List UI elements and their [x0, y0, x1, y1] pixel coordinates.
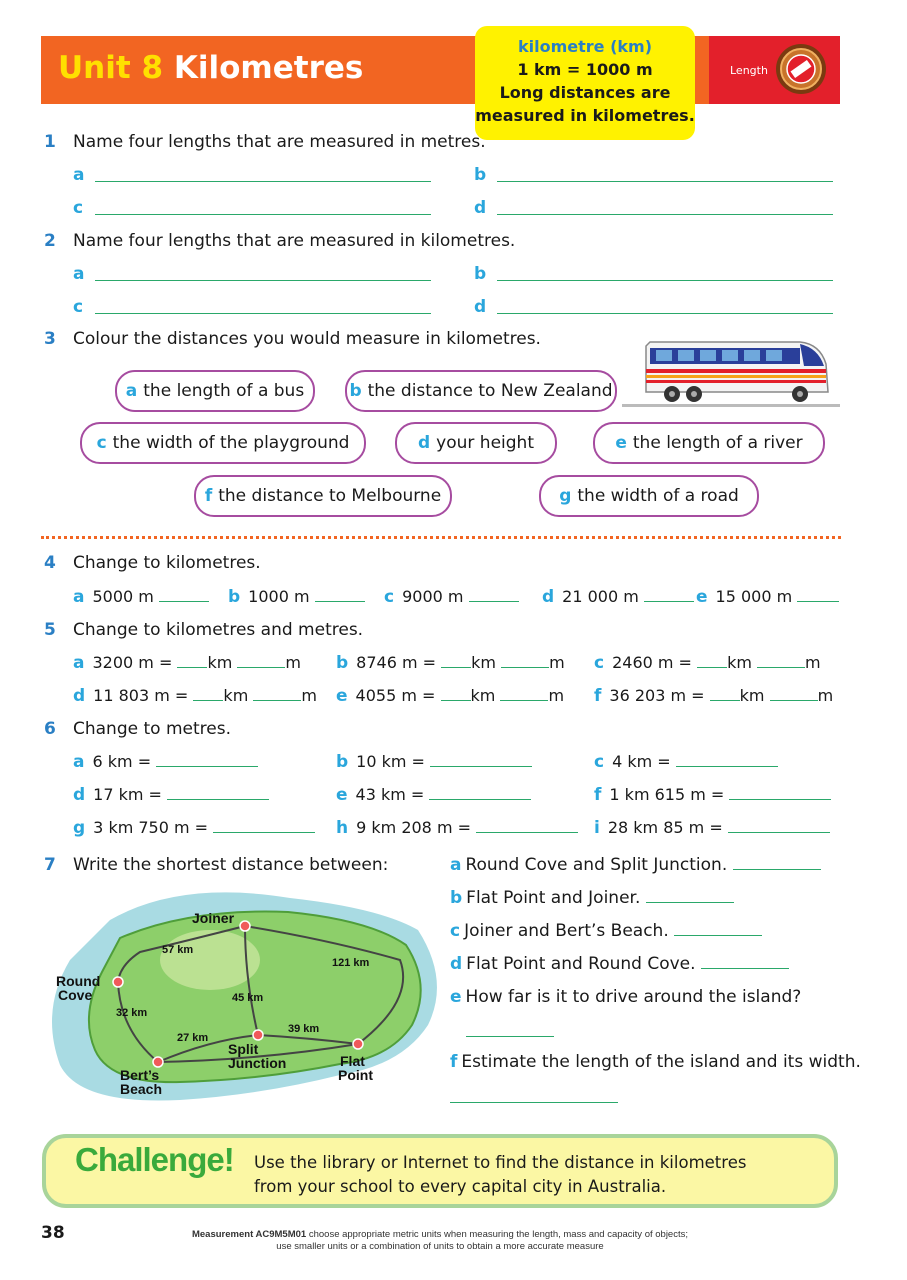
q6-item-d: [73, 785, 269, 805]
q5-c-km-unit: km: [727, 653, 752, 672]
q3-text: Colour the distances you would measure in kilometres.: [73, 329, 541, 349]
distance-45km: 45 km: [232, 992, 264, 1004]
q4-d-answer-line[interactable]: [644, 587, 694, 602]
q2-number: 2: [44, 231, 56, 251]
q2-c-letter: c: [73, 297, 84, 317]
q6-e-text: 43 km =: [355, 785, 425, 804]
q7-item-d: [450, 954, 789, 974]
distance-32km: 32 km: [116, 1007, 148, 1019]
q1-d-answer-line[interactable]: [497, 214, 833, 215]
q4-item-d: [542, 587, 694, 607]
curriculum-code: Measurement AC9M5M01: [191, 1229, 307, 1240]
round-cove-label-1: Round: [56, 973, 101, 989]
q5-a-text: 3200 m =: [92, 653, 173, 672]
q5-b-m-line[interactable]: [501, 653, 549, 668]
q5-f-text: 36 203 m =: [609, 686, 705, 705]
q4-b-answer-line[interactable]: [315, 587, 365, 602]
q2-b-answer-line[interactable]: [497, 280, 833, 281]
info-line-1: kilometre (km): [517, 37, 653, 56]
page-title: [58, 50, 363, 86]
q5-c-m-line[interactable]: [757, 653, 805, 668]
q5-d-letter: d: [73, 686, 86, 706]
round-cove-label-2: Cove: [58, 987, 93, 1003]
q1-a-answer-line[interactable]: [95, 181, 431, 182]
q5-e-letter: e: [336, 686, 348, 706]
q7-item-b: [450, 888, 734, 908]
q7-c-text: Joiner and Bert’s Beach.: [464, 921, 669, 941]
q2-b-letter: b: [474, 264, 487, 284]
q5-item-f: [594, 686, 833, 706]
unit-title: Kilometres: [173, 50, 364, 86]
q4-c-answer-line[interactable]: [469, 587, 519, 602]
joiner-marker: [240, 921, 250, 931]
q3-option-e-text: the length of a river: [632, 433, 803, 453]
q6-b-text: 10 km =: [356, 752, 425, 771]
q4-d-text: 21 000 m: [562, 587, 639, 606]
q1-a-letter: a: [73, 165, 85, 185]
q3-option-f[interactable]: [194, 475, 452, 517]
q6-item-i: [594, 818, 830, 838]
q6-d-letter: d: [73, 785, 86, 805]
q6-f-answer-line[interactable]: [729, 785, 831, 800]
q5-e-text: 4055 m =: [355, 686, 436, 705]
q6-g-answer-line[interactable]: [213, 818, 315, 833]
q5-b-km-unit: km: [471, 653, 497, 672]
challenge-title: Challenge!: [75, 1141, 234, 1178]
q2-d-answer-line[interactable]: [497, 313, 833, 314]
distance-121km: 121 km: [332, 957, 370, 969]
q6-item-h: [336, 818, 578, 838]
q7-a-answer-line[interactable]: [733, 855, 821, 870]
q1-b-letter: b: [474, 165, 487, 185]
q1-number: 1: [44, 132, 56, 152]
q7-c-answer-line[interactable]: [674, 921, 762, 936]
page-number: 38: [41, 1223, 65, 1243]
q7-item-f: [450, 1052, 861, 1072]
q6-h-text: 9 km 208 m =: [356, 818, 472, 837]
q7-e-letter: e: [450, 987, 462, 1007]
q4-item-a: [73, 587, 209, 607]
q4-b-letter: b: [228, 587, 241, 607]
q5-a-km-unit: km: [207, 653, 233, 672]
q2-a-letter: a: [73, 264, 85, 284]
distance-57km: 57 km: [162, 944, 194, 956]
q3-option-d-letter: d: [418, 433, 431, 453]
q5-f-km-unit: km: [739, 686, 765, 705]
q6-item-f: [594, 785, 831, 805]
q3-option-f-text: the distance to Melbourne: [218, 486, 442, 506]
q3-option-g-text: the width of a road: [577, 486, 739, 506]
q6-item-e: [336, 785, 531, 805]
q2-c-answer-line[interactable]: [95, 313, 431, 314]
q5-b-km-line[interactable]: [441, 653, 471, 668]
q5-number: 5: [44, 620, 56, 640]
q6-f-letter: f: [594, 785, 602, 805]
tab-label: Length: [730, 64, 768, 77]
q5-f-letter: f: [594, 686, 602, 706]
q5-c-text: 2460 m =: [612, 653, 692, 672]
q6-a-answer-line[interactable]: [156, 752, 258, 767]
q5-a-m-line[interactable]: [237, 653, 285, 668]
q6-c-letter: c: [594, 752, 605, 772]
q3-option-g-letter: g: [559, 486, 572, 506]
q5-item-a: [73, 653, 301, 673]
q2-text: Name four lengths that are measured in kilometres.: [73, 231, 516, 251]
curriculum-note: [190, 1229, 690, 1253]
q5-d-m-unit: m: [301, 686, 317, 705]
q7-item-c: [450, 921, 762, 941]
q5-item-e: [336, 686, 564, 706]
q6-number: 6: [44, 719, 56, 739]
q4-number: 4: [44, 553, 56, 573]
joiner-label: Joiner: [192, 910, 235, 926]
q5-item-b: [336, 653, 565, 673]
round-cove-marker: [113, 977, 123, 987]
section-divider: [41, 536, 841, 539]
challenge-line-2: from your school to every capital city in Australia.: [254, 1177, 667, 1196]
q7-item-a: [450, 855, 821, 875]
q6-h-answer-line[interactable]: [476, 818, 578, 833]
q3-option-f-letter: f: [204, 486, 213, 506]
split-junction-label-1: Split: [228, 1041, 259, 1057]
flat-point-label-1: Flat: [340, 1053, 365, 1069]
berts-beach-label-1: Bert’s: [120, 1067, 160, 1083]
q3-option-e-letter: e: [615, 433, 627, 453]
q7-e-text: How far is it to drive around the island?: [465, 987, 802, 1007]
q3-option-d-text: your height: [436, 433, 534, 453]
q6-e-letter: e: [336, 785, 348, 805]
q5-e-km-unit: km: [470, 686, 496, 705]
q6-a-text: 6 km =: [92, 752, 152, 771]
q4-c-letter: c: [384, 587, 395, 607]
q5-c-km-line[interactable]: [697, 653, 727, 668]
q1-c-letter: c: [73, 198, 84, 218]
q5-f-m-unit: m: [817, 686, 834, 705]
q7-text: Write the shortest distance between:: [73, 855, 389, 875]
q5-e-m-line[interactable]: [500, 686, 548, 701]
q3-option-b-letter: b: [349, 381, 362, 401]
q6-text: Change to metres.: [73, 719, 231, 739]
q5-e-m-unit: m: [548, 686, 565, 705]
berts-beach-label-2: Beach: [120, 1081, 163, 1097]
q1-b-answer-line[interactable]: [497, 181, 833, 182]
q6-a-letter: a: [73, 752, 85, 772]
q3-option-a-letter: a: [125, 381, 138, 401]
q4-item-c: [384, 587, 519, 607]
q5-b-text: 8746 m =: [356, 653, 437, 672]
q7-d-text: Flat Point and Round Cove.: [466, 954, 696, 974]
bus-image: [622, 336, 840, 410]
q7-b-letter: b: [450, 888, 463, 908]
curriculum-desc-2: use smaller units or a combination of units to obtain a more accurate measure: [276, 1241, 604, 1252]
info-line-2: 1 km = 1000 m: [517, 60, 653, 79]
q6-b-answer-line[interactable]: [430, 752, 532, 767]
q4-item-b: [228, 587, 365, 607]
q4-d-letter: d: [542, 587, 555, 607]
unit-label: Unit 8: [58, 50, 164, 86]
distance-39km: 39 km: [288, 1023, 320, 1035]
q3-option-e[interactable]: [593, 422, 825, 464]
q2-d-letter: d: [474, 297, 487, 317]
q5-c-m-unit: m: [805, 653, 821, 672]
q5-a-km-line[interactable]: [177, 653, 207, 668]
q4-a-letter: a: [73, 587, 85, 607]
q7-f-answer-line[interactable]: [450, 1102, 618, 1103]
q5-item-d: [73, 686, 317, 706]
q5-d-km-line[interactable]: [193, 686, 223, 701]
q6-item-c: [594, 752, 778, 772]
q2-a-answer-line[interactable]: [95, 280, 431, 281]
q7-b-answer-line[interactable]: [646, 888, 734, 903]
q3-option-g[interactable]: [539, 475, 759, 517]
island-map: [40, 890, 442, 1105]
q7-d-letter: d: [450, 954, 463, 974]
q6-b-letter: b: [336, 752, 349, 772]
q5-text: Change to kilometres and metres.: [73, 620, 364, 640]
q6-i-letter: i: [594, 818, 600, 838]
q3-option-d[interactable]: [395, 422, 557, 464]
q7-f-letter: f: [450, 1052, 458, 1072]
q5-a-m-unit: m: [285, 653, 302, 672]
q6-e-answer-line[interactable]: [429, 785, 531, 800]
q5-f-km-line[interactable]: [710, 686, 740, 701]
q5-a-letter: a: [73, 653, 85, 673]
q7-a-letter: a: [450, 855, 462, 875]
q1-c-answer-line[interactable]: [95, 214, 431, 215]
q4-text: Change to kilometres.: [73, 553, 261, 573]
q5-b-m-unit: m: [549, 653, 565, 672]
q4-e-letter: e: [696, 587, 708, 607]
q6-d-text: 17 km =: [93, 785, 162, 804]
q5-d-km-unit: km: [223, 686, 249, 705]
q5-c-letter: c: [594, 653, 605, 673]
flat-point-label-2: Point: [338, 1067, 373, 1083]
q4-item-e: [696, 587, 839, 607]
q6-item-g: [73, 818, 315, 838]
q4-a-text: 5000 m: [92, 587, 154, 606]
curriculum-desc-1: choose appropriate metric units when measuring the length, mass and capacity of objects;: [308, 1229, 688, 1240]
q3-option-c-text: the width of the playground: [112, 433, 350, 453]
q3-option-b-text: the distance to New Zealand: [367, 381, 613, 401]
q6-item-b: [336, 752, 532, 772]
challenge-line-1: Use the library or Internet to find the distance in kilometres: [254, 1153, 747, 1172]
q5-d-text: 11 803 m =: [93, 686, 189, 705]
q7-c-letter: c: [450, 921, 461, 941]
info-line-3: Long distances are: [499, 83, 671, 102]
q5-b-letter: b: [336, 653, 349, 673]
q4-c-text: 9000 m: [402, 587, 464, 606]
q7-d-answer-line[interactable]: [701, 954, 789, 969]
q4-b-text: 1000 m: [248, 587, 310, 606]
distance-27km: 27 km: [177, 1032, 209, 1044]
q7-a-text: Round Cove and Split Junction.: [465, 855, 728, 875]
challenge-text: [254, 1151, 746, 1199]
info-box: [475, 26, 695, 140]
q1-text: Name four lengths that are measured in metres.: [73, 132, 486, 152]
q3-option-b[interactable]: [345, 370, 617, 412]
q6-d-answer-line[interactable]: [167, 785, 269, 800]
q3-option-a-text: the length of a bus: [143, 381, 305, 401]
q4-e-answer-line[interactable]: [797, 587, 839, 602]
q6-g-text: 3 km 750 m =: [93, 818, 209, 837]
ruler-badge-icon: [774, 42, 828, 96]
q1-d-letter: d: [474, 198, 487, 218]
q7-f-text: Estimate the length of the island and its width.: [461, 1052, 861, 1072]
flat-point-marker: [353, 1039, 363, 1049]
q6-c-text: 4 km =: [612, 752, 671, 771]
q7-b-text: Flat Point and Joiner.: [466, 888, 641, 908]
berts-beach-marker: [153, 1057, 163, 1067]
q6-g-letter: g: [73, 818, 86, 838]
q6-i-answer-line[interactable]: [728, 818, 830, 833]
q4-a-answer-line[interactable]: [159, 587, 209, 602]
q6-c-answer-line[interactable]: [676, 752, 778, 767]
q3-option-a[interactable]: [115, 370, 315, 412]
q7-item-e: [450, 987, 801, 1007]
q3-option-c[interactable]: [80, 422, 366, 464]
q7-number: 7: [44, 855, 56, 875]
q4-e-text: 15 000 m: [715, 587, 793, 606]
q6-f-text: 1 km 615 m =: [609, 785, 725, 804]
q6-h-letter: h: [336, 818, 349, 838]
q5-f-m-line[interactable]: [770, 686, 818, 701]
split-junction-marker: [253, 1030, 263, 1040]
q6-i-text: 28 km 85 m =: [607, 818, 723, 837]
q5-e-km-line[interactable]: [441, 686, 471, 701]
q7-e-answer-line[interactable]: [466, 1036, 554, 1037]
q5-item-c: [594, 653, 821, 673]
q3-number: 3: [44, 329, 56, 349]
q3-option-c-letter: c: [96, 433, 107, 453]
split-junction-label-2: Junction: [228, 1055, 287, 1071]
info-line-4: measured in kilometres.: [475, 106, 695, 125]
q5-d-m-line[interactable]: [253, 686, 301, 701]
q6-item-a: [73, 752, 258, 772]
